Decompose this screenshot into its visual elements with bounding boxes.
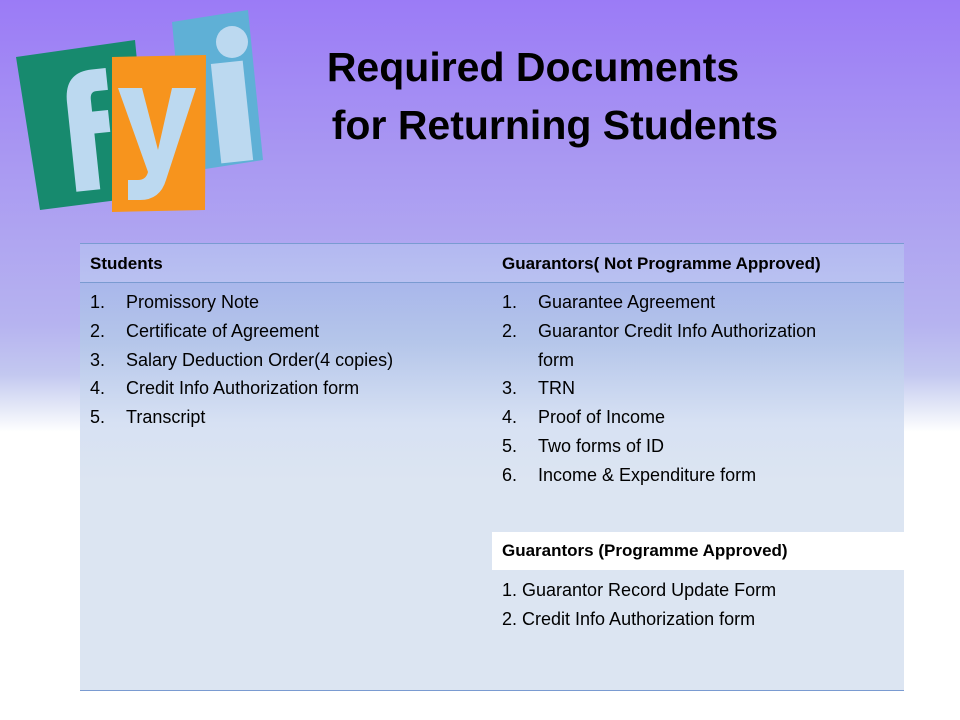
table-header-row (80, 244, 904, 283)
guarantors-list (502, 288, 816, 490)
list-item: 1. Guarantee Agreement (502, 292, 716, 312)
list-item: 4. Credit Info Authorization form (90, 378, 360, 399)
list-item: 3. Salary Deduction Order(4 copies) (90, 349, 394, 370)
documents-table (80, 243, 904, 691)
list-item: 2. Certificate of Agreement (90, 320, 320, 341)
programme-approved-header (492, 532, 904, 570)
list-item: 4. Proof of Income (502, 407, 666, 428)
logo-orange-block (112, 55, 206, 212)
list-item: 5. Two forms of ID (502, 435, 665, 456)
slide-title (290, 38, 820, 154)
table-body-row (80, 283, 904, 690)
title-line-1: Required Documents (326, 44, 740, 90)
list-item: 6. Income & Expenditure form (502, 464, 757, 485)
header-students: Students (90, 254, 163, 273)
list-item: 3. TRN (502, 378, 575, 399)
title-line-2: for Returning Students (331, 102, 779, 148)
programme-approved-list (502, 576, 776, 634)
list-item: 5. Transcript (90, 407, 206, 428)
fyi-logo (0, 0, 280, 220)
students-list (90, 288, 393, 432)
list-item: 1. Promissory Note (90, 292, 260, 312)
header-programme-approved: Guarantors (Programme Approved) (502, 541, 788, 560)
list-item: 1. Guarantor Record Update Form (502, 580, 777, 600)
list-item: 2. Credit Info Authorization form (502, 608, 756, 629)
header-guarantors: Guarantors( Not Programme Approved) (502, 254, 821, 273)
list-item: 2. Guarantor Credit Info Authorization form (502, 320, 817, 370)
